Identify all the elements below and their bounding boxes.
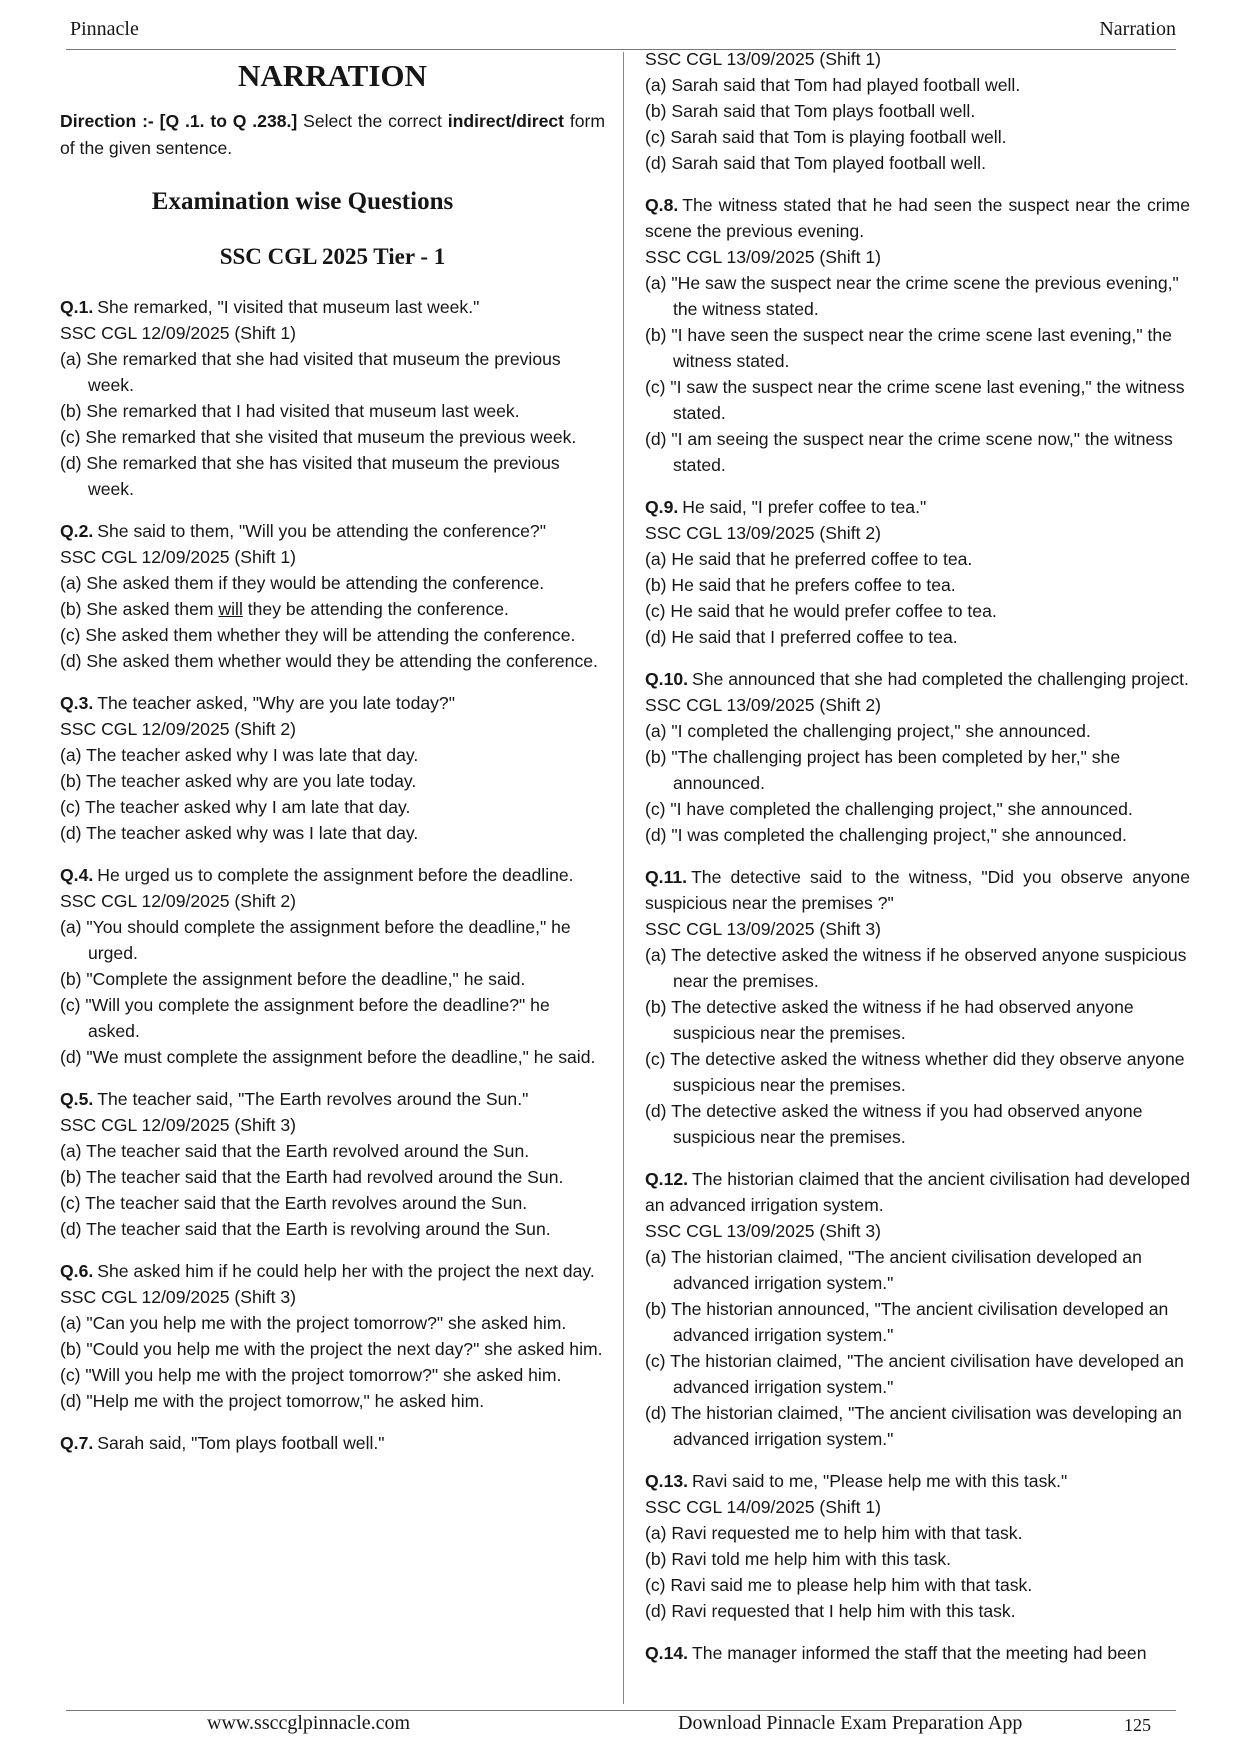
question-stem: He said, "I prefer coffee to tea." (682, 497, 927, 517)
question-block (60, 1086, 605, 1242)
option: (a) She asked them if they would be attending the conference. (60, 573, 545, 593)
left-column (60, 52, 605, 1456)
question-block (60, 690, 605, 846)
option: (a) She remarked that she had visited that museum the previous week. (60, 349, 561, 395)
question-number: Q.14. (645, 1643, 689, 1663)
option: (d) Ravi requested that I help him with this task. (645, 1601, 1016, 1621)
option: (d) The historian claimed, "The ancient civilisation was developing an advanced irrigation system." (645, 1403, 1182, 1449)
question-source: SSC CGL 13/09/2025 (Shift 2) (645, 523, 882, 543)
question-block (60, 518, 605, 674)
footer-app-promo: Download Pinnacle Exam Preparation App (678, 1712, 1023, 1734)
column-divider (623, 52, 624, 1704)
option: (d) He said that I preferred coffee to tea. (645, 627, 958, 647)
option: (c) "Will you help me with the project tomorrow?" she asked him. (60, 1365, 562, 1385)
option: (a) The teacher said that the Earth revolved around the Sun. (60, 1141, 530, 1161)
question-number: Q.13. (645, 1471, 689, 1491)
option: (d) "I was completed the challenging project," she announced. (645, 825, 1127, 845)
question-block (60, 862, 605, 1070)
option: (a) "He saw the suspect near the crime scene the previous evening," the witness stated. (645, 273, 1179, 319)
question-text (645, 1468, 1190, 1494)
option: (c) The detective asked the witness whether did they observe anyone suspicious near the premises. (645, 1049, 1185, 1095)
option: (a) "You should complete the assignment before the deadline," he urged. (60, 917, 571, 963)
question-number: Q.9. (645, 497, 679, 517)
option: (c) "I have completed the challenging project," she announced. (645, 799, 1133, 819)
option: (d) "I am seeing the suspect near the crime scene now," the witness stated. (645, 429, 1173, 475)
option: (b) "Could you help me with the project the next day?" she asked him. (60, 1339, 603, 1359)
question-source: SSC CGL 12/09/2025 (Shift 2) (60, 719, 297, 739)
option: (d) She asked them whether would they be attending the conference. (60, 651, 598, 671)
option: (b) The teacher asked why are you late today. (60, 771, 417, 791)
question-block (645, 1166, 1190, 1452)
direction-text-1: Select the correct (303, 111, 442, 131)
page-header (66, 16, 1176, 50)
question-text (60, 1258, 605, 1284)
exam-subtitle: SSC CGL 2025 Tier - 1 (219, 244, 446, 269)
question-stem: The detective said to the witness, "Did you observe anyone suspicious near the premises ?" (645, 867, 1190, 913)
option: (b) The detective asked the witness if he had observed anyone suspicious near the premises. (645, 997, 1134, 1043)
question-source: SSC CGL 12/09/2025 (Shift 3) (60, 1115, 297, 1135)
question-number: Q.5. (60, 1089, 94, 1109)
header-brand: Pinnacle (70, 18, 139, 40)
option: (c) The historian claimed, "The ancient civilisation have developed an advanced irrigation system." (645, 1351, 1184, 1397)
question-source: SSC CGL 12/09/2025 (Shift 1) (60, 547, 297, 567)
direction-bold: indirect/direct (447, 111, 565, 131)
question-text (645, 1640, 1190, 1666)
option: (c) She asked them whether they will be attending the conference. (60, 625, 576, 645)
option: (d) The teacher asked why was I late that day. (60, 823, 419, 843)
question-stem: She announced that she had completed the challenging project. (692, 669, 1189, 689)
direction-text (60, 108, 605, 162)
question-text (60, 1430, 605, 1456)
question-text (60, 862, 605, 888)
question-stem: She said to them, "Will you be attending the conference?" (97, 521, 546, 541)
question-stem: She asked him if he could help her with the project the next day. (97, 1261, 595, 1281)
question-number: Q.10. (645, 669, 689, 689)
question-stem: She remarked, "I visited that museum last week." (97, 297, 480, 317)
option: (d) Sarah said that Tom played football well. (645, 153, 986, 173)
option: (a) The historian claimed, "The ancient civilisation developed an advanced irrigation system." (645, 1247, 1142, 1293)
question-block (645, 864, 1190, 1150)
option: (b) Sarah said that Tom plays football well. (645, 101, 976, 121)
option: (b) "Complete the assignment before the deadline," he said. (60, 969, 526, 989)
footer-divider (66, 1710, 1176, 1711)
option: (d) The detective asked the witness if you had observed anyone suspicious near the premises. (645, 1101, 1143, 1147)
question-block (60, 1430, 605, 1456)
option: (c) She remarked that she visited that museum the previous week. (60, 427, 577, 447)
question-block (645, 494, 1190, 650)
question-number: Q.4. (60, 865, 94, 885)
option: (c) Sarah said that Tom is playing football well. (645, 127, 1007, 147)
question-source: SSC CGL 13/09/2025 (Shift 1) (645, 49, 882, 69)
question-source: SSC CGL 12/09/2025 (Shift 3) (60, 1287, 297, 1307)
question-text (645, 864, 1190, 916)
option: (a) "Can you help me with the project tomorrow?" she asked him. (60, 1313, 567, 1333)
question-number: Q.6. (60, 1261, 94, 1281)
question-text (60, 1086, 605, 1112)
question-block (60, 1258, 605, 1414)
question-stem: The witness stated that he had seen the suspect near the crime scene the previous evening. (645, 195, 1190, 241)
option: (c) The teacher said that the Earth revolves around the Sun. (60, 1193, 528, 1213)
question-number: Q.12. (645, 1169, 689, 1189)
direction-text-2: form of the given sentence. (60, 111, 606, 158)
option: (d) She remarked that she has visited that museum the previous week. (60, 453, 560, 499)
question-number: Q.7. (60, 1433, 94, 1453)
option: (d) "We must complete the assignment before the deadline," he said. (60, 1047, 596, 1067)
header-chapter: Narration (1099, 18, 1176, 40)
option: (a) The teacher asked why I was late that day. (60, 745, 419, 765)
option: (b) She asked them will they be attending the conference. (60, 599, 509, 619)
question-stem: He urged us to complete the assignment before the deadline. (97, 865, 574, 885)
question-block (645, 192, 1190, 478)
question-stem: The teacher said, "The Earth revolves around the Sun." (97, 1089, 529, 1109)
question-source: SSC CGL 13/09/2025 (Shift 3) (645, 919, 882, 939)
question-stem: Sarah said, "Tom plays football well." (97, 1433, 385, 1453)
question-number: Q.1. (60, 297, 94, 317)
question-stem: The manager informed the staff that the meeting had been (692, 1643, 1147, 1663)
option: (b) Ravi told me help him with this task. (645, 1549, 952, 1569)
question-source: SSC CGL 13/09/2025 (Shift 3) (645, 1221, 882, 1241)
question-stem: Ravi said to me, "Please help me with this task." (692, 1471, 1068, 1491)
question-number: Q.8. (645, 195, 679, 215)
option: (d) "Help me with the project tomorrow," he asked him. (60, 1391, 485, 1411)
question-source: SSC CGL 13/09/2025 (Shift 2) (645, 695, 882, 715)
question-text (60, 690, 605, 716)
section-title: Examination wise Questions (151, 188, 454, 215)
underlined-word: will (218, 599, 243, 619)
question-source: SSC CGL 12/09/2025 (Shift 2) (60, 891, 297, 911)
question-block (645, 1468, 1190, 1624)
option: (b) The historian announced, "The ancient civilisation developed an advanced irrigation system." (645, 1299, 1169, 1345)
option: (b) She remarked that I had visited that museum last week. (60, 401, 520, 421)
question-text (60, 294, 605, 320)
question-block (60, 294, 605, 502)
option: (a) He said that he preferred coffee to tea. (645, 549, 973, 569)
question-number: Q.3. (60, 693, 94, 713)
question-block (645, 1640, 1190, 1666)
question-number: Q.2. (60, 521, 94, 541)
question-stem: The historian claimed that the ancient civilisation had developed an advanced irrigation system. (645, 1169, 1190, 1215)
question-stem: The teacher asked, "Why are you late today?" (97, 693, 455, 713)
question-text (645, 666, 1190, 692)
question-text (645, 494, 1190, 520)
option: (b) The teacher said that the Earth had revolved around the Sun. (60, 1167, 564, 1187)
option: (c) Ravi said me to please help him with that task. (645, 1575, 1033, 1595)
footer-website-link[interactable]: www.ssccglpinnacle.com (207, 1712, 411, 1734)
option: (a) Sarah said that Tom had played football well. (645, 75, 1021, 95)
question-text (645, 192, 1190, 244)
option: (b) He said that he prefers coffee to tea. (645, 575, 956, 595)
option: (c) "Will you complete the assignment before the deadline?" he asked. (60, 995, 550, 1041)
option: (d) The teacher said that the Earth is revolving around the Sun. (60, 1219, 551, 1239)
question-text (60, 518, 605, 544)
question-source: SSC CGL 12/09/2025 (Shift 1) (60, 323, 297, 343)
option: (b) "The challenging project has been completed by her," she announced. (645, 747, 1121, 793)
question-source: SSC CGL 14/09/2025 (Shift 1) (645, 1497, 882, 1517)
option: (b) "I have seen the suspect near the crime scene last evening," the witness stated. (645, 325, 1172, 371)
option: (a) Ravi requested me to help him with that task. (645, 1523, 1023, 1543)
option: (a) The detective asked the witness if he observed anyone suspicious near the premises. (645, 945, 1187, 991)
right-column (645, 46, 1190, 1666)
question-block-continued (645, 46, 1190, 176)
question-block (645, 666, 1190, 848)
direction-label: Direction :- (60, 111, 154, 131)
question-text (645, 1166, 1190, 1218)
option: (a) "I completed the challenging project," she announced. (645, 721, 1091, 741)
page-number: 125 (1124, 1715, 1151, 1735)
direction-range: [Q .1. to Q .238.] (159, 111, 298, 131)
question-source: SSC CGL 13/09/2025 (Shift 1) (645, 247, 882, 267)
question-number: Q.11. (645, 867, 688, 887)
option: (c) "I saw the suspect near the crime scene last evening," the witness stated. (645, 377, 1185, 423)
page-title: NARRATION (238, 58, 427, 93)
option: (c) He said that he would prefer coffee to tea. (645, 601, 997, 621)
option: (c) The teacher asked why I am late that day. (60, 797, 411, 817)
